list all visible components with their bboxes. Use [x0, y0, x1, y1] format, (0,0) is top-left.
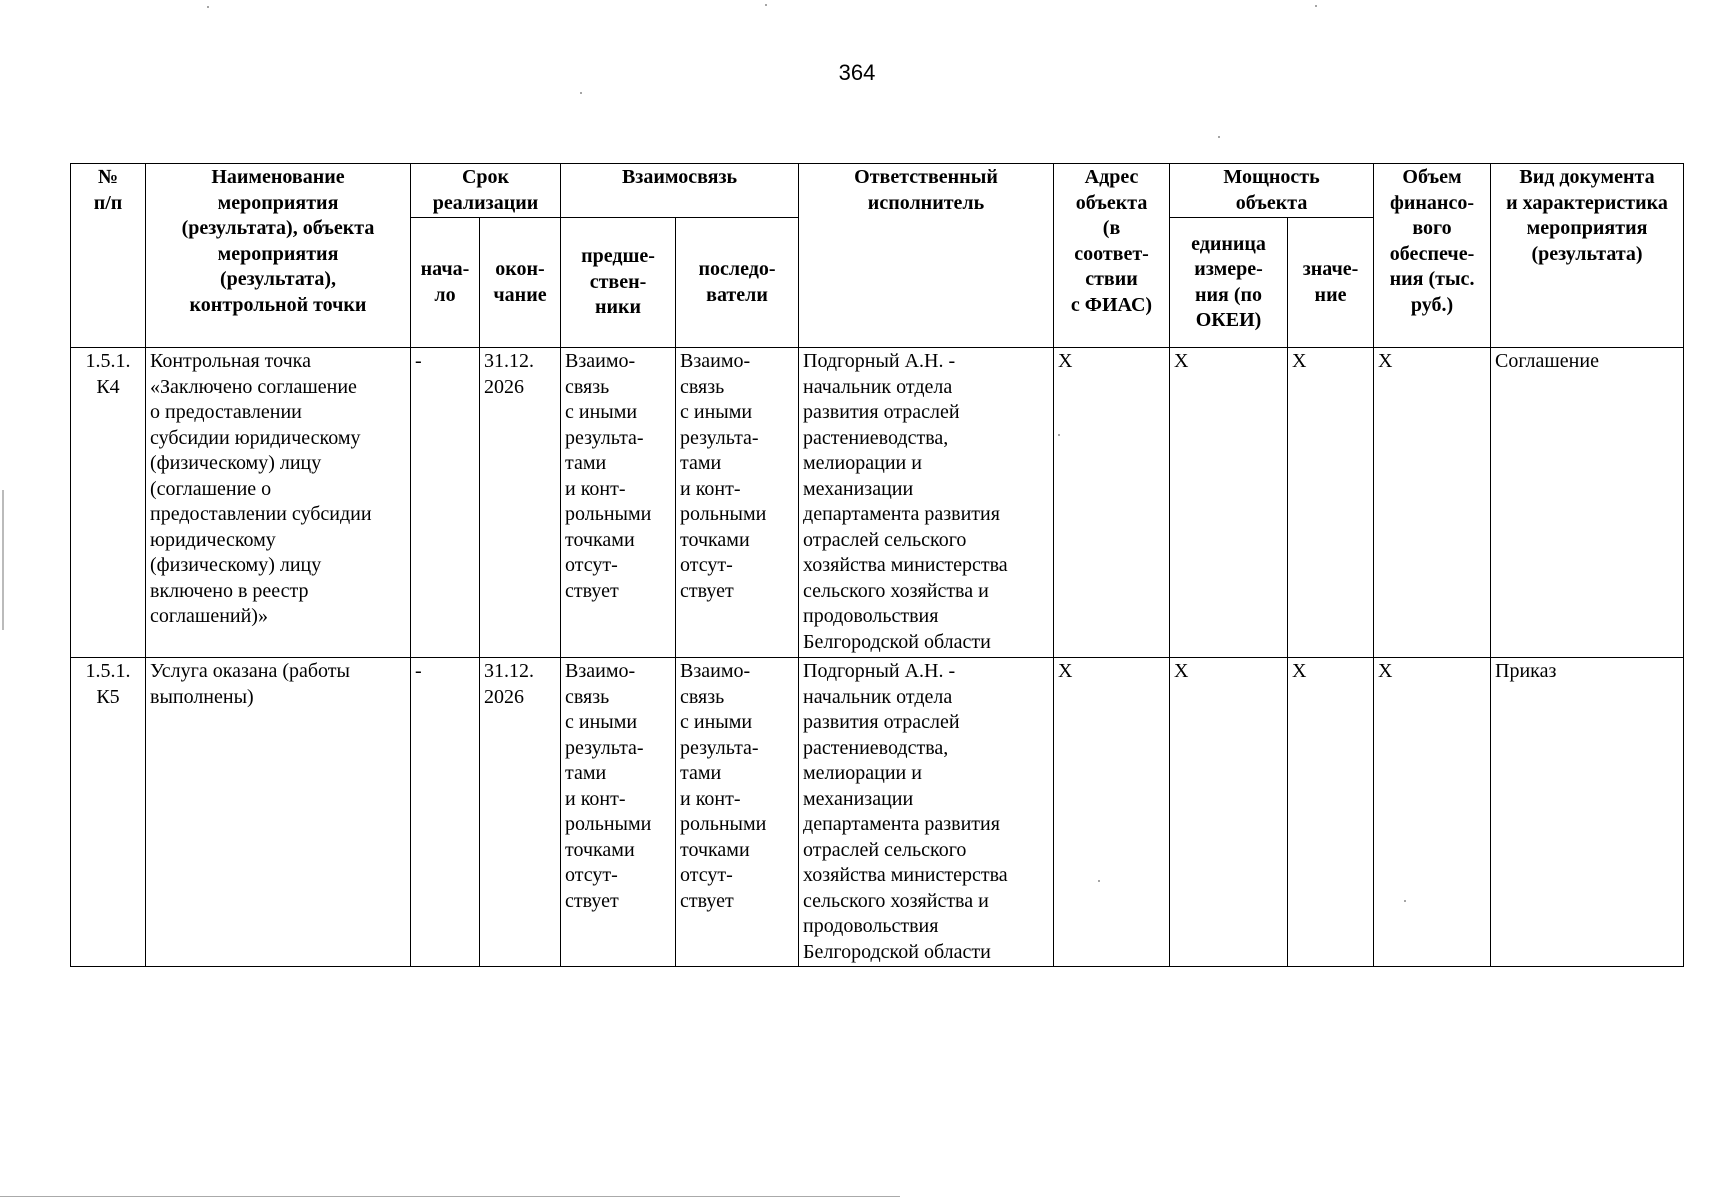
cell-prev: Взаимо- связь с иными результа- тами и конт- рольными точками отсут- ствует [561, 348, 676, 658]
cell-doc: Соглашение [1491, 348, 1684, 658]
cell-next: Взаимо- связь с иными результа- тами и конт- рольными точками отсут- ствует [676, 658, 799, 967]
cell-start: - [411, 658, 480, 967]
cell-unit: X [1170, 658, 1288, 967]
scan-speck [1315, 5, 1317, 7]
scan-speck [1058, 434, 1060, 436]
header-address: Адрес объекта (в соответ- ствии с ФИАС) [1054, 164, 1170, 348]
header-responsible: Ответственный исполнитель [799, 164, 1054, 348]
header-relation-prev: предше- ствен- ники [561, 218, 676, 348]
header-period-start: нача- ло [411, 218, 480, 348]
header-name: Наименование мероприятия (результата), объекта мероприятия (результата), контрольной точки [146, 164, 411, 348]
header-capacity-unit: единица измере- ния (по ОКЕИ) [1170, 218, 1288, 348]
cell-value: X [1288, 658, 1374, 967]
table-row [71, 348, 1684, 658]
cell-end: 31.12. 2026 [480, 658, 561, 967]
scan-speck [580, 92, 582, 94]
scan-speck [1218, 136, 1220, 138]
cell-prev: Взаимо- связь с иными результа- тами и конт- рольными точками отсут- ствует [561, 658, 676, 967]
header-period: Срок реализации [411, 164, 561, 218]
header-relation-next: последо- ватели [676, 218, 799, 348]
table-body [71, 348, 1684, 967]
cell-doc: Приказ [1491, 658, 1684, 967]
header-capacity: Мощность объекта [1170, 164, 1374, 218]
plan-table [70, 163, 1684, 967]
scan-speck [1098, 880, 1100, 882]
page-number: 364 [838, 60, 876, 85]
cell-start: - [411, 348, 480, 658]
scan-speck [1404, 900, 1406, 902]
cell-responsible: Подгорный А.Н. - начальник отдела развития отраслей растениеводства, мелиорации и механизации департамента развития отраслей сельского хозяйства министерства сельского хозяйства и продовольствия Белгородской области [799, 348, 1054, 658]
table-header [71, 164, 1684, 348]
header-capacity-value: значе- ние [1288, 218, 1374, 348]
cell-responsible: Подгорный А.Н. - начальник отдела развития отраслей растениеводства, мелиорации и механизации департамента развития отраслей сельского хозяйства министерства сельского хозяйства и продовольствия Белгородской области [799, 658, 1054, 967]
header-relation: Взаимосвязь [561, 164, 799, 218]
cell-finance: X [1374, 348, 1491, 658]
cell-num: 1.5.1. К4 [71, 348, 146, 658]
scan-speck [765, 4, 767, 6]
cell-unit: X [1170, 348, 1288, 658]
scan-speck [0, 1196, 900, 1197]
cell-next: Взаимо- связь с иными результа- тами и конт- рольными точками отсут- ствует [676, 348, 799, 658]
cell-finance: X [1374, 658, 1491, 967]
header-finance: Объем финансо- вого обеспече- ния (тыс. руб.) [1374, 164, 1491, 348]
cell-address: X [1054, 348, 1170, 658]
table-row [71, 658, 1684, 967]
cell-address: X [1054, 658, 1170, 967]
scan-speck [207, 6, 209, 8]
header-period-end: окон- чание [480, 218, 561, 348]
cell-name: Услуга оказана (работы выполнены) [146, 658, 411, 967]
cell-name: Контрольная точка «Заключено соглашение о предоставлении субсидии юридическому (физическому) лицу (соглашение о предоставлении субсидии юридическому (физическому) лицу включено в реестр соглашений)» [146, 348, 411, 658]
cell-num: 1.5.1. К5 [71, 658, 146, 967]
cell-value: X [1288, 348, 1374, 658]
header-doc: Вид документа и характеристика мероприятия (результата) [1491, 164, 1684, 348]
cell-end: 31.12. 2026 [480, 348, 561, 658]
header-num: № п/п [71, 164, 146, 348]
scan-speck [2, 490, 4, 630]
